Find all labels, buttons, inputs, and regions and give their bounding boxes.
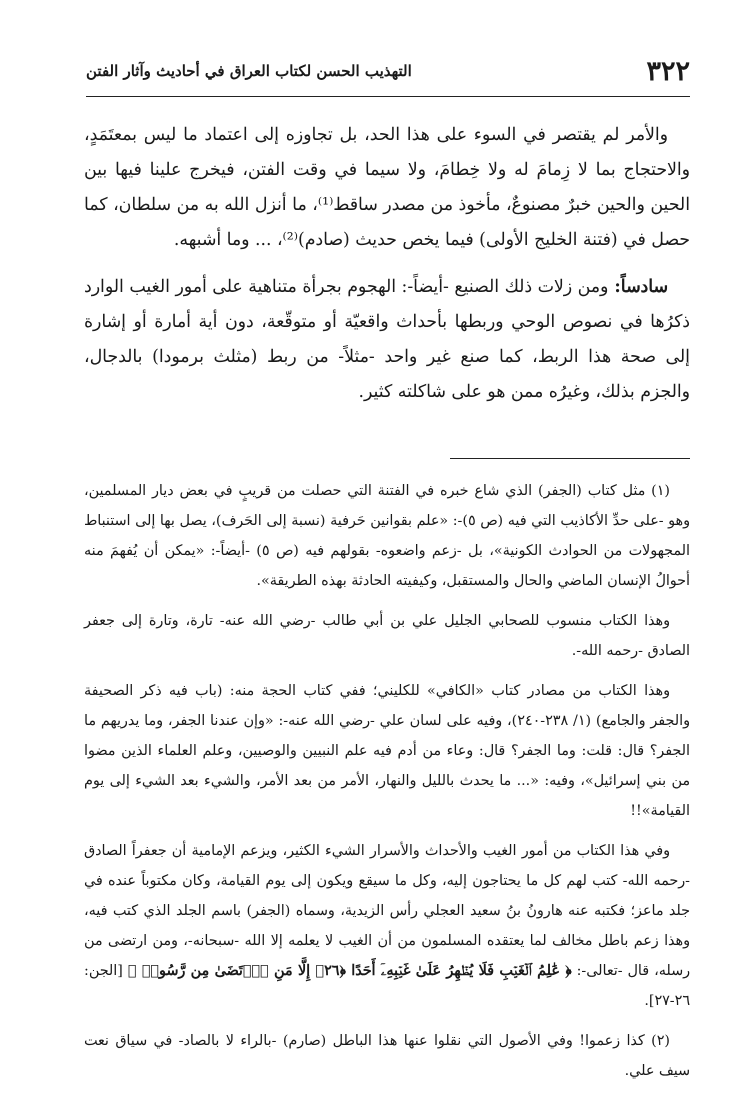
verse-reference: [الجن: ٢٦-٢٧].: [84, 963, 690, 1009]
page-header: [86, 52, 690, 97]
footnote: وهذا الكتاب من مصادر كتاب «الكافي» للكليني؛ ففي كتاب الحجة منه: (باب فيه ذكر الصحيفة والجفر والجامع) (١/ ٢٣٨-٢٤٠)، وفيه على لسان علي -رضي الله عنه-: «وإن عندنا الجفر، وما يدريهم ما الجفر؟ قال: قلت: وما الجفر؟ قال: وعاء من أدم فيه علم النبيين والوصيين، وعلم العلماء الذين مضوا من بني إسرائيل»، وفيه: «... ما يحدث بالليل والنهار، الأمر من بعد الأمر، والشيء بعد الشيء إلى يوم القيامة»!!: [84, 683, 690, 819]
footnote: [84, 836, 690, 1016]
footnote: (٢) كذا زعموا! وفي الأصول التي نقلوا عنها هذا الباطل (صارم) -بالراء لا بالصاد- في سياق نعت سيف علي.: [84, 1033, 690, 1079]
page-number: ٣٢٢: [646, 56, 690, 87]
paragraph: [84, 270, 690, 410]
footnote: (١) مثل كتاب (الجفر) الذي شاع خبره في الفتنة التي حصلت من قريبٍ في بعض ديار المسلمين، وهو -على حدِّ الأكاذيب التي فيه (ص ٥)-: «علم بقوانين حَرفية (نسبة إلى الحَرف)، يصل بها إلى استنباط المجهولات من الحوادث الكونية»، بل -زعم واضعوه- بقولهم فيه (ص ٥) -أيضاً-: «يمكن أن يُفهمَ منه أحوالُ الإنسان الماضي والحال والمستقبل، وكيفيته الحادثة بهذه الطريقة».: [84, 483, 691, 589]
footnote-separator: [450, 458, 690, 459]
quran-verse: ﴿ عَٰلِمُ ٱلۡغَيۡبِ فَلَا يُظۡهِرُ عَلَىٰ غَيۡبِهِۦٓ أَحَدًا ﴿٢٦﴾ إِلَّا مَنِ ٱرۡتَضَىٰ مِن رَّسُولٖ ﴾: [127, 963, 572, 979]
paragraph: والأمر لم يقتصر في السوء على هذا الحد، بل تجاوزه إلى اعتماد ما ليس بمعتَمَدٍ، والاحتجاج بما لا زِمامَ له ولا خِطامَ، ولا سيما في وقت الفتن، فيخرج علينا فيها بين الحين والحين خبرٌ مصنوعٌ، مأخوذ من مصدر ساقط⁽¹⁾، ما أنزل الله به من سلطان، كما حصل في (فتنة الخليج الأولى) فيما يخص حديث (صادم)⁽²⁾، ... وما أشبهه.: [84, 125, 690, 250]
footnote: وهذا الكتاب منسوب للصحابي الجليل علي بن أبي طالب -رضي الله عنه- تارة، وتارة إلى جعفر الصادق -رحمه الله-.: [84, 613, 690, 659]
main-text: [84, 118, 690, 422]
paragraph-text: ومن زلات ذلك الصنيع -أيضاً-: الهجوم بجرأة متناهية على أمور الغيب الوارد ذكرُها في نصوص الوحي وربطها بأحداث واقعيّة أو متوقّعة، دون أية أمارة أو إشارة إلى صحة هذا الربط، كما صنع غير واحد -مثلاً- من ربط (مثلث برمودا) بالدجال، والجزم بذلك، وغيرُه ممن هو على شاكلته كثير.: [84, 277, 690, 402]
footnote-text: وفي هذا الكتاب من أمور الغيب والأحداث والأسرار الشيء الكثير، ويزعم الإمامية أن جعفراً الصادق -رحمه الله- كتب لهم كل ما يحتاجون إليه، وكل ما سيقع ويكون إلى يوم القيامة، وكان مكتوباً عنده في جلد ماعز؛ فكتبه عنه هارونُ بنُ سعيد العجلي رأس الزيدية، وسماه (الجفر) باسم الجلد الذي كتب فيه، وهذا زعم باطل مخالف لما يعتقده المسلمون من أن الغيب لا يعلمه إلا الله -سبحانه-، ومن ارتضى من رسله، قال -تعالى-:: [84, 843, 690, 979]
running-title: التهذيب الحسن لكتاب العراق في أحاديث وآثار الفتن: [86, 62, 412, 80]
footnotes: [84, 476, 690, 1096]
section-lead: سادساً:: [608, 277, 668, 297]
